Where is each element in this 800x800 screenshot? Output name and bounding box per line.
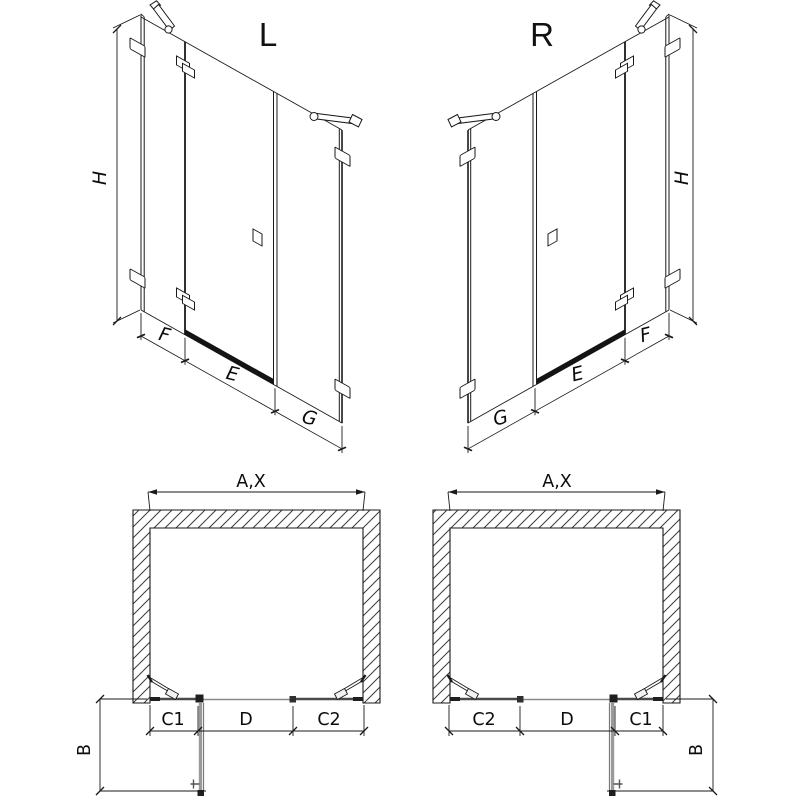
dim-label-c2-left: C2 bbox=[317, 710, 341, 730]
dim-label-d-left: D bbox=[239, 710, 253, 730]
dim-label-f-right: F bbox=[637, 323, 654, 348]
dim-label-c1-left: C1 bbox=[161, 710, 185, 730]
elevation-right-geometry bbox=[448, 1, 697, 458]
dim-label-g-left: G bbox=[299, 405, 320, 431]
variant-label-right: R bbox=[530, 16, 554, 53]
dim-label-c1-right: C1 bbox=[629, 710, 653, 730]
dim-label-b-right: B bbox=[687, 743, 707, 757]
dim-label-e-right: E bbox=[569, 362, 587, 387]
variant-label-left: L bbox=[258, 16, 278, 53]
dim-label-h-right: H bbox=[671, 170, 693, 186]
dim-label-h-left: H bbox=[89, 170, 111, 186]
dim-label-d-right: D bbox=[560, 710, 574, 730]
dim-label-ax-right: A,X bbox=[542, 472, 572, 492]
elevation-left-geometry bbox=[113, 1, 362, 458]
dim-label-b-left: B bbox=[75, 743, 95, 757]
dim-label-ax-left: A,X bbox=[236, 472, 266, 492]
dim-label-g-right: G bbox=[490, 405, 511, 431]
plan-right-walls bbox=[433, 510, 680, 703]
plan-left-walls bbox=[133, 510, 380, 703]
dim-label-f-left: F bbox=[156, 323, 173, 348]
dim-label-c2-right: C2 bbox=[472, 710, 496, 730]
dim-label-e-left: E bbox=[223, 362, 241, 387]
